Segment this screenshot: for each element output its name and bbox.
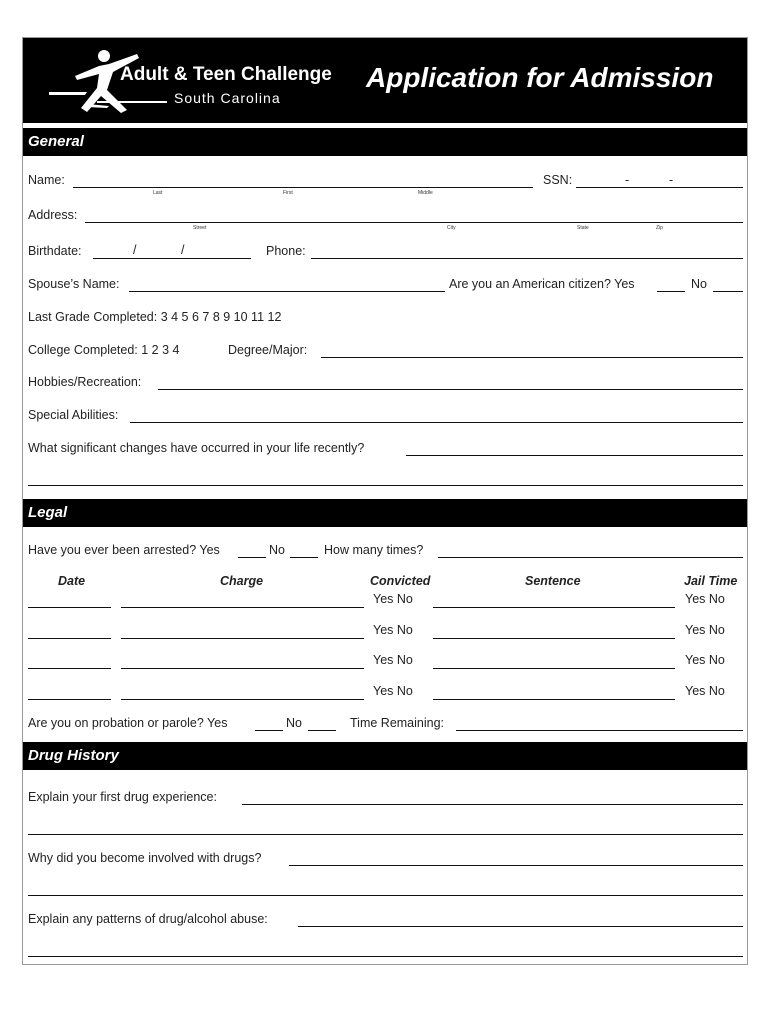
abilities-label: Special Abilities:	[28, 408, 119, 422]
arrested-no-label: No	[269, 543, 285, 557]
probation-label: Are you on probation or parole? Yes	[28, 716, 228, 730]
citizen-no-label: No	[691, 277, 707, 291]
drug-history-section-header: Drug History	[23, 742, 747, 770]
jail-yes-no[interactable]: Yes No	[685, 653, 725, 667]
convicted-yes-no[interactable]: Yes No	[373, 592, 413, 606]
date-column-header: Date	[58, 574, 86, 588]
zip-sublabel: Zip	[656, 225, 663, 231]
remaining-field[interactable]	[456, 730, 743, 731]
times-label: How many times?	[324, 543, 424, 557]
changes-field[interactable]	[406, 455, 743, 456]
involved-field-line-2[interactable]	[28, 895, 743, 896]
form-header	[23, 38, 747, 123]
general-section-header: General	[23, 128, 747, 156]
citizen-label: Are you an American citizen? Yes	[449, 277, 635, 291]
citizen-yes-field[interactable]	[657, 291, 685, 292]
changes-field-line-2[interactable]	[28, 485, 743, 486]
arrest-sentence-field[interactable]	[433, 638, 675, 639]
ssn-sep-1: -	[625, 173, 630, 187]
hobbies-field[interactable]	[158, 389, 743, 390]
date-sep-2: /	[181, 243, 185, 257]
arrest-charge-field[interactable]	[121, 607, 364, 608]
convicted-yes-no[interactable]: Yes No	[373, 684, 413, 698]
org-name: Adult & Teen Challenge	[120, 64, 332, 85]
ssn-field[interactable]	[576, 187, 743, 188]
convicted-yes-no[interactable]: Yes No	[373, 623, 413, 637]
name-label: Name:	[28, 173, 65, 187]
org-region: South Carolina	[174, 90, 281, 106]
first-drug-label: Explain your first drug experience:	[28, 790, 217, 804]
ssn-sep-2: -	[669, 173, 674, 187]
arrest-date-field[interactable]	[28, 668, 111, 669]
street-sublabel: Street	[193, 225, 207, 231]
arrest-charge-field[interactable]	[121, 638, 364, 639]
name-field[interactable]	[73, 187, 533, 188]
degree-label: Degree/Major:	[228, 343, 308, 357]
address-field[interactable]	[85, 222, 743, 223]
arrested-label: Have you ever been arrested? Yes	[28, 543, 220, 557]
convicted-column-header: Convicted	[370, 574, 431, 588]
probation-no-label: No	[286, 716, 302, 730]
jail-yes-no[interactable]: Yes No	[685, 592, 725, 606]
last-sublabel: Last	[153, 190, 163, 196]
involved-field[interactable]	[289, 865, 743, 866]
first-drug-field-line-2[interactable]	[28, 834, 743, 835]
abilities-field[interactable]	[130, 422, 743, 423]
phone-label: Phone:	[266, 244, 306, 258]
first-sublabel: First	[283, 190, 293, 196]
jail-yes-no[interactable]: Yes No	[685, 623, 725, 637]
arrest-charge-field[interactable]	[121, 699, 364, 700]
first-drug-field[interactable]	[242, 804, 743, 805]
sentence-column-header: Sentence	[525, 574, 581, 588]
address-label: Address:	[28, 208, 78, 222]
arrest-date-field[interactable]	[28, 607, 111, 608]
spouse-label: Spouse’s Name:	[28, 277, 120, 291]
grade-label[interactable]: Last Grade Completed: 3 4 5 6 7 8 9 10 11 12	[28, 310, 282, 324]
middle-sublabel: Middle	[418, 190, 433, 196]
patterns-field-line-2[interactable]	[28, 956, 743, 957]
involved-label: Why did you become involved with drugs?	[28, 851, 262, 865]
patterns-field[interactable]	[298, 926, 743, 927]
arrest-sentence-field[interactable]	[433, 668, 675, 669]
legal-section-header: Legal	[23, 499, 747, 527]
phone-field[interactable]	[311, 258, 743, 259]
patterns-label: Explain any patterns of drug/alcohol abuse:	[28, 912, 268, 926]
city-sublabel: City	[447, 225, 456, 231]
form-title: Application for Admission	[366, 62, 714, 93]
arrest-charge-field[interactable]	[121, 668, 364, 669]
probation-yes-field[interactable]	[255, 730, 283, 731]
hobbies-label: Hobbies/Recreation:	[28, 375, 142, 389]
arrest-date-field[interactable]	[28, 699, 111, 700]
date-sep-1: /	[133, 243, 137, 257]
charge-column-header: Charge	[220, 574, 264, 588]
arrested-yes-field[interactable]	[238, 557, 266, 558]
convicted-yes-no[interactable]: Yes No	[373, 653, 413, 667]
logo-underline	[97, 101, 167, 103]
arrest-sentence-field[interactable]	[433, 607, 675, 608]
state-sublabel: State	[577, 225, 589, 231]
degree-field[interactable]	[321, 357, 743, 358]
remaining-label: Time Remaining:	[350, 716, 445, 730]
arrest-sentence-field[interactable]	[433, 699, 675, 700]
ssn-label: SSN:	[543, 173, 573, 187]
arrested-no-field[interactable]	[290, 557, 318, 558]
birthdate-field[interactable]	[93, 258, 251, 259]
spouse-field[interactable]	[129, 291, 445, 292]
probation-no-field[interactable]	[308, 730, 336, 731]
arrest-date-field[interactable]	[28, 638, 111, 639]
application-form	[22, 37, 748, 965]
jail-yes-no[interactable]: Yes No	[685, 684, 725, 698]
college-label[interactable]: College Completed: 1 2 3 4	[28, 343, 180, 357]
citizen-no-field[interactable]	[713, 291, 743, 292]
changes-label: What significant changes have occurred in your life recently?	[28, 441, 365, 455]
times-field[interactable]	[438, 557, 743, 558]
birthdate-label: Birthdate:	[28, 244, 82, 258]
jail-time-column-header: Jail Time	[684, 574, 738, 588]
